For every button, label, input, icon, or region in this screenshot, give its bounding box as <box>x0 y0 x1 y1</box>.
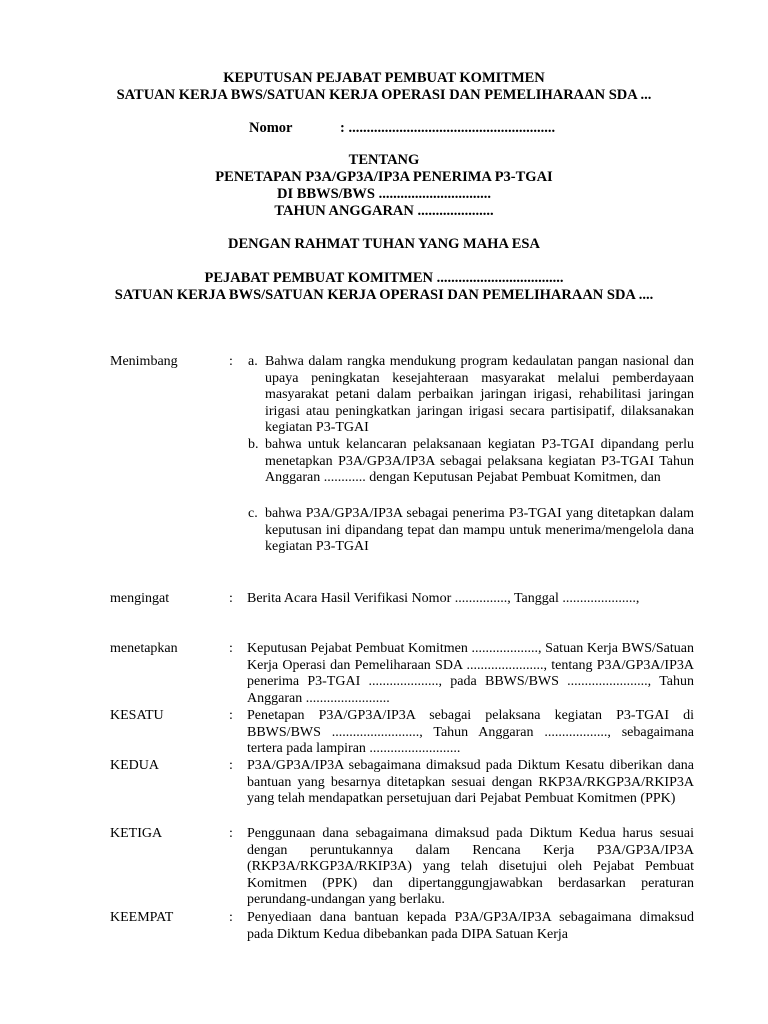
doc-title: KEPUTUSAN PEJABAT PEMBUAT KOMITMEN <box>223 70 545 86</box>
menimbang-colon: : <box>229 354 233 369</box>
menimbang-c-marker: c. <box>248 506 258 521</box>
menimbang-c-text: bahwa P3A/GP3A/IP3A sebagai penerima P3-TGAI yang ditetapkan dalam keputusan ini dipandang tepat dan mampu untuk menerima/mengelola dana kegiatan P3-TGAI <box>265 506 694 554</box>
menimbang-a-text: Bahwa dalam rangka mendukung program kedaulatan pangan nasional dan upaya peningkatan kesejahteraan masyarakat melalui pemberdayaan masyarakat petani dalam perbaikan jaringan irigasi, rehabilitasi jaringan irigasi atau peningkatkan jaringan irigasi secara partisipatif, dilaksanakan kegiatan P3-TGAI <box>265 354 694 435</box>
menetapkan-colon: : <box>229 641 233 656</box>
ketiga-colon: : <box>229 826 233 841</box>
tentang-line-1: PENETAPAN P3A/GP3A/IP3A PENERIMA P3-TGAI <box>215 169 553 185</box>
kesatu-text: Penetapan P3A/GP3A/IP3A sebagai pelaksana kegiatan P3-TGAI di BBWS/BWS ........................., Tahun Anggaran .................., sebagaimana tertera pada lampiran .......................... <box>247 708 694 756</box>
nomor-value: : ......................................................... <box>340 120 556 136</box>
keempat-colon: : <box>229 910 233 925</box>
kesatu-label: KESATU <box>110 708 164 723</box>
tentang-line-3: TAHUN ANGGARAN ..................... <box>274 203 494 219</box>
mengingat-label: mengingat <box>110 591 170 606</box>
mengingat-text: Berita Acara Hasil Verifikasi Nomor ..............., Tanggal ....................., <box>247 591 640 606</box>
menimbang-a-marker: a. <box>248 354 258 369</box>
pejabat-line-1: PEJABAT PEMBUAT KOMITMEN ................................... <box>204 270 564 286</box>
menimbang-b-marker: b. <box>248 437 259 452</box>
kedua-label: KEDUA <box>110 758 159 773</box>
kedua-text: P3A/GP3A/IP3A sebagaimana dimaksud pada Diktum Kesatu diberikan dana bantuan yang besarnya ditetapkan sesuai dengan RKP3A/RKGP3A/RKIP3A yang telah mendapatkan persetujuan dari Pejabat Pembuat Komitmen (PPK) <box>247 758 694 806</box>
tentang-line-2: DI BBWS/BWS ............................... <box>277 186 491 202</box>
ketiga-label: KETIGA <box>110 826 163 841</box>
pejabat-line-2: SATUAN KERJA BWS/SATUAN KERJA OPERASI DAN PEMELIHARAAN SDA .... <box>114 287 654 303</box>
kesatu-colon: : <box>229 708 233 723</box>
tentang-title: TENTANG <box>348 152 420 168</box>
keempat-label: KEEMPAT <box>110 910 174 925</box>
ketiga-text: Penggunaan dana sebagaimana dimaksud pada Diktum Kedua harus sesuai dengan peruntukannya dalam Rencana Kerja P3A/GP3A/IP3A (RKP3A/RKGP3A/RKIP3A) yang telah disetujui oleh Pejabat Pembuat Komitmen (PPK) dan dipertanggungjawabkan berdasarkan peraturan perundang-undangan yang berlaku. <box>247 826 694 907</box>
doc-subtitle: SATUAN KERJA BWS/SATUAN KERJA OPERASI DAN PEMELIHARAAN SDA ... <box>116 87 652 103</box>
menimbang-b-text: bahwa untuk kelancaran pelaksanaan kegiatan P3-TGAI dipandang perlu menetapkan P3A/GP3A/IP3A sebagai pelaksana kegiatan P3-TGAI Tahun Anggaran ............ dengan Keputusan Pejabat Pembuat Komitmen, dan <box>265 437 694 485</box>
rahmat-line: DENGAN RAHMAT TUHAN YANG MAHA ESA <box>228 236 540 252</box>
mengingat-colon: : <box>229 591 233 606</box>
menimbang-label: Menimbang <box>110 354 178 369</box>
kedua-colon: : <box>229 758 233 773</box>
nomor-label: Nomor <box>249 120 293 136</box>
keempat-text: Penyediaan dana bantuan kepada P3A/GP3A/IP3A sebagaimana dimaksud pada Diktum Kedua dibebankan pada DIPA Satuan Kerja <box>247 910 694 942</box>
menetapkan-text: Keputusan Pejabat Pembuat Komitmen ..................., Satuan Kerja BWS/Satuan Kerja Operasi dan Pemeliharaan SDA ......................, tentang P3A/GP3A/IP3A penerima P3-TGAI ...................., pada BBWS/BWS ......................., Tahun Anggaran ........................ <box>247 641 694 706</box>
menetapkan-label: menetapkan <box>110 641 178 656</box>
